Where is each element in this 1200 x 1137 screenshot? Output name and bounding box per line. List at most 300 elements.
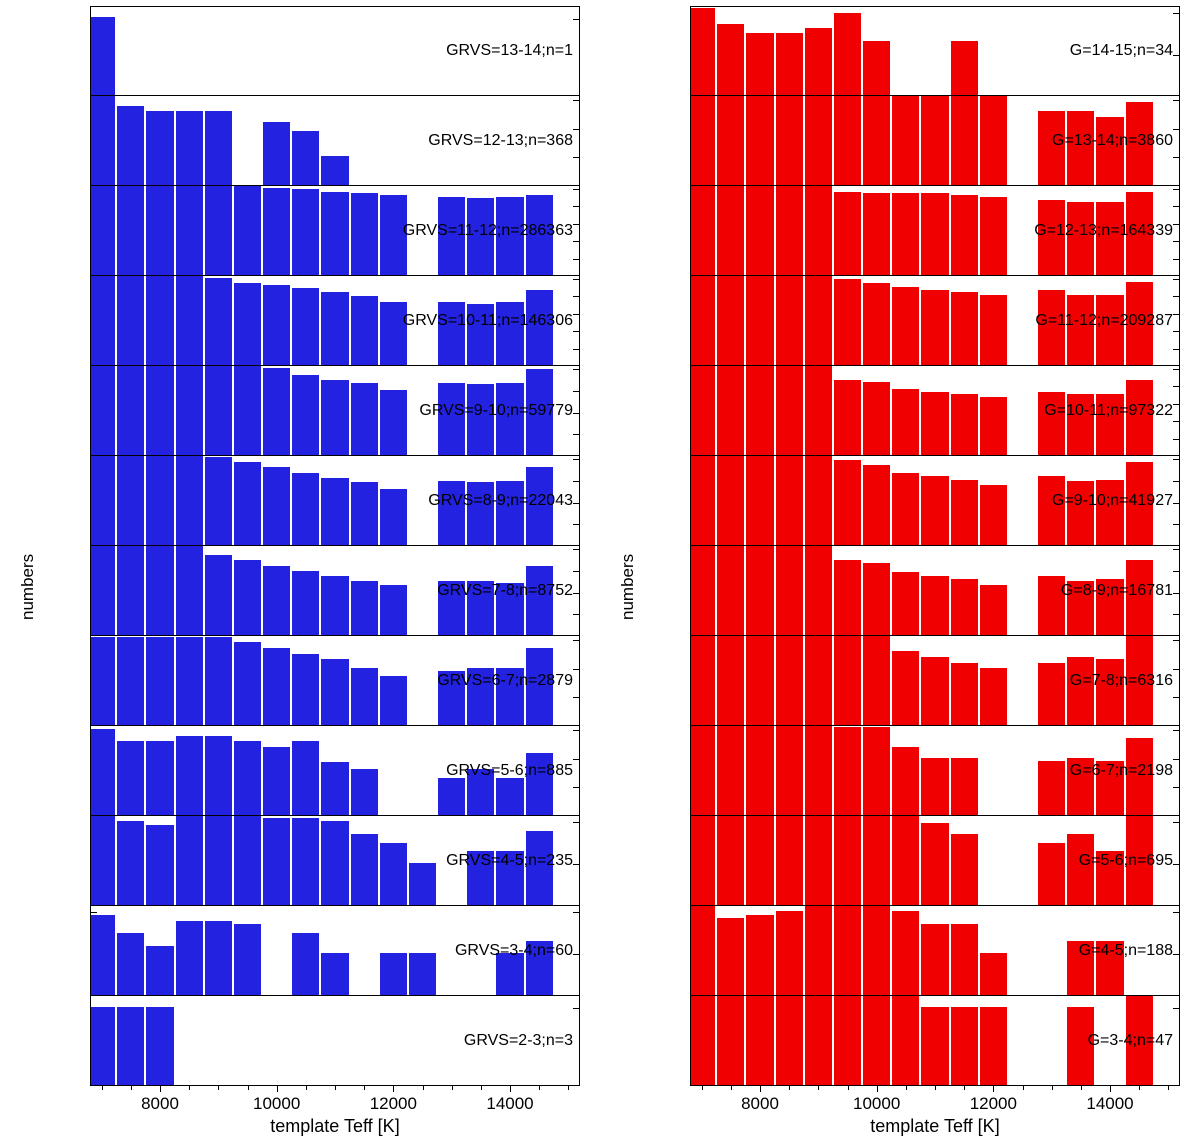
y-tick-mark (573, 954, 579, 955)
histogram-bar (746, 636, 773, 725)
y-tick-mark (573, 189, 579, 190)
histogram-bar (117, 186, 144, 275)
panel-label: GRVS=12-13;n=368 (428, 131, 573, 149)
histogram-bar (1067, 657, 1094, 726)
y-tick-mark (1173, 954, 1179, 955)
y-tick-mark (573, 912, 579, 913)
y-tick-mark (1173, 157, 1179, 158)
histogram-bar (205, 921, 232, 995)
histogram-bar (892, 96, 919, 185)
histogram-bar (146, 111, 173, 185)
histogram-bar (205, 457, 232, 545)
y-tick-mark (1173, 697, 1179, 698)
histogram-bar (980, 585, 1007, 635)
x-minor-tick (218, 1086, 219, 1090)
right-y-axis-label: numbers (618, 553, 637, 620)
histogram-bar (951, 1007, 978, 1085)
histogram-bar (117, 741, 144, 815)
histogram-bar (834, 636, 861, 725)
histogram-bar (951, 195, 978, 275)
histogram-bar (951, 394, 978, 455)
y-tick-mark (1173, 864, 1179, 865)
y-tick-mark (573, 614, 579, 615)
histogram-bar (892, 572, 919, 635)
histogram-bar (690, 636, 715, 725)
histogram-bar (834, 13, 861, 95)
histogram-bar (834, 560, 861, 635)
histogram-bar (90, 276, 115, 365)
histogram-bar (717, 726, 744, 815)
histogram-bar (263, 467, 290, 545)
y-tick-mark (573, 549, 579, 550)
histogram-bar (921, 823, 948, 905)
histogram-bar (776, 816, 803, 905)
x-minor-tick (935, 1086, 936, 1090)
histogram-bar (717, 546, 744, 635)
histogram-bar (951, 41, 978, 95)
x-minor-tick (818, 1086, 819, 1090)
histogram-bar (746, 546, 773, 635)
histogram-bar (951, 480, 978, 545)
histogram-bar (146, 637, 173, 725)
histogram-bar (234, 283, 261, 365)
panel-label: GRVS=10-11;n=146306 (402, 311, 573, 329)
panel-label: G=14-15;n=34 (1069, 42, 1173, 59)
histogram-bar (776, 33, 803, 95)
histogram-bar (263, 368, 290, 455)
histogram-bar (90, 456, 115, 545)
histogram-bar (1067, 295, 1094, 365)
y-tick-mark (573, 279, 579, 280)
panel-label: GRVS=6-7;n=2879 (437, 671, 573, 689)
histogram-bar (717, 186, 744, 275)
y-tick-mark (573, 157, 579, 158)
chart-panel (690, 276, 1180, 366)
chart-panel (90, 546, 580, 636)
histogram-bar (234, 642, 261, 725)
histogram-bar (776, 546, 803, 635)
histogram-bar (234, 366, 261, 455)
histogram-bar (321, 576, 348, 635)
histogram-bar (746, 276, 773, 365)
y-tick-mark (1173, 206, 1179, 207)
histogram-bar (176, 637, 203, 725)
y-tick-mark (1173, 640, 1179, 641)
x-tick-label: 14000 (1086, 1094, 1134, 1113)
histogram-bar (921, 193, 948, 275)
x-minor-tick (789, 1086, 790, 1090)
chart-panel (690, 96, 1180, 186)
y-tick-mark (573, 759, 579, 760)
histogram-bar (234, 462, 261, 545)
chart-panel (90, 186, 580, 276)
histogram-bar (90, 915, 115, 995)
x-tick-label: 12000 (369, 1094, 417, 1113)
histogram-bar (263, 818, 290, 905)
histogram-bar (176, 366, 203, 455)
panel-label: G=6-7;n=2198 (1069, 761, 1173, 779)
histogram-bar (892, 651, 919, 725)
histogram-bar (263, 285, 290, 365)
y-tick-mark (1173, 224, 1179, 225)
histogram-bar (834, 380, 861, 455)
histogram-bar (776, 456, 803, 545)
histogram-bar (834, 996, 861, 1085)
histogram-bar (805, 366, 832, 455)
histogram-bar (176, 816, 203, 905)
x-minor-tick (568, 1086, 569, 1090)
histogram-bar (805, 276, 832, 365)
panel-label: GRVS=7-8;n=8752 (437, 581, 573, 599)
histogram-bar (292, 189, 319, 275)
y-tick-mark (573, 822, 579, 823)
y-tick-mark (573, 571, 579, 572)
histogram-bar (980, 96, 1007, 185)
histogram-bar (834, 906, 861, 995)
y-tick-mark (573, 697, 579, 698)
histogram-bar (690, 996, 715, 1085)
y-tick-mark (1173, 331, 1179, 332)
histogram-bar (321, 659, 348, 725)
chart-panel (90, 996, 580, 1086)
histogram-bar (805, 96, 832, 185)
histogram-bar (863, 96, 890, 185)
histogram-bar (351, 383, 378, 455)
histogram-bar (805, 28, 832, 95)
histogram-bar (176, 276, 203, 365)
x-minor-tick (510, 1086, 511, 1090)
histogram-bar (690, 726, 715, 815)
histogram-bar (321, 292, 348, 365)
histogram-bar (1096, 117, 1123, 186)
chart-panel (690, 546, 1180, 636)
histogram-bar (834, 816, 861, 905)
panel-label: G=11-12;n=209287 (1035, 311, 1173, 329)
histogram-bar (90, 816, 115, 905)
chart-panel (90, 906, 580, 996)
x-tick-label: 10000 (253, 1094, 301, 1113)
histogram-bar (921, 576, 948, 635)
y-tick-mark (573, 864, 579, 865)
y-tick-mark (1173, 279, 1179, 280)
x-minor-tick (1081, 1086, 1082, 1090)
y-tick-mark (573, 434, 579, 435)
histogram-bar (951, 924, 978, 995)
histogram-bar (117, 456, 144, 545)
histogram-bar (292, 741, 319, 815)
histogram-bar (90, 366, 115, 455)
histogram-bar (467, 384, 494, 455)
panel-label: GRVS=4-5;n=235 (446, 851, 573, 869)
histogram-bar (146, 946, 173, 995)
x-minor-tick (306, 1086, 307, 1090)
histogram-bar (205, 555, 232, 635)
histogram-bar (292, 933, 319, 995)
x-minor-tick (760, 1086, 761, 1090)
histogram-bar (776, 366, 803, 455)
histogram-bar (951, 292, 978, 365)
x-minor-tick (131, 1086, 132, 1090)
histogram-bar (805, 996, 832, 1085)
histogram-bar (321, 953, 348, 995)
histogram-bar (717, 816, 744, 905)
histogram-bar (321, 821, 348, 905)
panel-label: GRVS=13-14;n=1 (446, 42, 573, 59)
y-tick-mark (1173, 314, 1179, 315)
histogram-bar (351, 482, 378, 545)
histogram-bar (863, 382, 890, 455)
histogram-bar (805, 636, 832, 725)
histogram-bar (176, 546, 203, 635)
x-minor-tick (102, 1086, 103, 1090)
histogram-bar (90, 17, 115, 95)
y-tick-mark (573, 349, 579, 350)
histogram-bar (380, 489, 407, 545)
chart-panel (90, 816, 580, 906)
histogram-bar (892, 287, 919, 365)
histogram-bar (117, 106, 144, 185)
x-tick-label: 14000 (486, 1094, 534, 1113)
histogram-bar (380, 953, 407, 995)
y-tick-mark (1173, 369, 1179, 370)
histogram-bar (690, 816, 715, 905)
histogram-bar (292, 375, 319, 455)
histogram-bar (351, 581, 378, 635)
histogram-bar (980, 485, 1007, 545)
left-x-axis (90, 1086, 580, 1136)
histogram-bar (146, 276, 173, 365)
chart-panel (90, 6, 580, 96)
histogram-bar (1038, 476, 1065, 545)
y-tick-mark (1173, 259, 1179, 260)
chart-panel (690, 6, 1180, 96)
y-tick-mark (573, 314, 579, 315)
y-tick-mark (1173, 421, 1179, 422)
histogram-bar (717, 996, 744, 1085)
histogram-bar (1096, 659, 1123, 725)
histogram-bar (351, 769, 378, 815)
histogram-bar (834, 279, 861, 365)
histogram-bar (717, 636, 744, 725)
y-tick-mark (1173, 503, 1179, 504)
histogram-bar (805, 456, 832, 545)
histogram-bar (951, 663, 978, 725)
histogram-bar (863, 816, 890, 905)
histogram-bar (805, 186, 832, 275)
histogram-bar (117, 637, 144, 725)
histogram-bar (146, 1007, 173, 1085)
histogram-bar (117, 1007, 144, 1085)
histogram-bar (176, 186, 203, 275)
histogram-bar (776, 636, 803, 725)
panel-label: GRVS=11-12;n=286363 (402, 221, 573, 239)
histogram-bar (176, 736, 203, 815)
histogram-bar (717, 276, 744, 365)
y-tick-mark (573, 669, 579, 670)
y-tick-mark (573, 296, 579, 297)
chart-panel (90, 96, 580, 186)
y-tick-mark (1173, 787, 1179, 788)
histogram-bar (863, 727, 890, 815)
chart-panel (690, 456, 1180, 546)
chart-panel (90, 456, 580, 546)
histogram-bar (717, 24, 744, 95)
histogram-bar (146, 546, 173, 635)
right-x-axis (690, 1086, 1180, 1136)
histogram-bar (746, 816, 773, 905)
x-minor-tick (877, 1086, 878, 1090)
histogram-bar (380, 843, 407, 905)
histogram-bar (205, 366, 232, 455)
histogram-bar (805, 726, 832, 815)
histogram-bar (351, 193, 378, 275)
histogram-bar (921, 476, 948, 545)
x-minor-tick (993, 1086, 994, 1090)
x-minor-tick (1168, 1086, 1169, 1090)
histogram-bar (776, 276, 803, 365)
histogram-bar (234, 924, 261, 995)
histogram-bar (805, 546, 832, 635)
y-tick-mark (1173, 189, 1179, 190)
left-x-axis-title: template Teff [K] (270, 1116, 400, 1136)
histogram-bar (205, 637, 232, 725)
chart-panel (690, 366, 1180, 456)
x-minor-tick (1052, 1086, 1053, 1090)
histogram-bar (263, 122, 290, 185)
histogram-bar (863, 283, 890, 365)
histogram-bar (690, 96, 715, 185)
histogram-bar (234, 741, 261, 815)
histogram-bar (834, 192, 861, 276)
y-tick-mark (1173, 669, 1179, 670)
histogram-bar (90, 546, 115, 635)
histogram-bar (980, 197, 1007, 275)
y-tick-mark (1173, 100, 1179, 101)
histogram-bar (892, 747, 919, 816)
chart-panel (690, 726, 1180, 816)
histogram-bar (90, 729, 115, 815)
y-tick-mark (1173, 1008, 1179, 1009)
x-minor-tick (731, 1086, 732, 1090)
histogram-bar (90, 186, 115, 275)
y-tick-mark (1173, 13, 1179, 14)
histogram-bar (690, 276, 715, 365)
y-tick-mark (573, 369, 579, 370)
histogram-bar (892, 911, 919, 995)
x-minor-tick (1139, 1086, 1140, 1090)
panel-label: G=8-9;n=16781 (1060, 581, 1173, 599)
histogram-bar (117, 276, 144, 365)
y-tick-mark (1173, 439, 1179, 440)
y-tick-mark (573, 524, 579, 525)
histogram-bar (526, 566, 553, 635)
histogram-bar (921, 290, 948, 365)
x-tick-label: 8000 (741, 1094, 779, 1113)
y-tick-mark (573, 640, 579, 641)
histogram-bar (746, 456, 773, 545)
histogram-bar (292, 818, 319, 905)
histogram-bar (746, 96, 773, 185)
right-chart (600, 0, 1200, 1136)
panel-label: G=10-11;n=97322 (1044, 401, 1173, 419)
histogram-bar (176, 921, 203, 995)
histogram-bar (980, 295, 1007, 365)
x-minor-tick (481, 1086, 482, 1090)
y-tick-mark (1173, 549, 1179, 550)
y-tick-mark (573, 259, 579, 260)
histogram-bar (496, 778, 523, 815)
y-tick-mark (1173, 822, 1179, 823)
histogram-bar (776, 911, 803, 995)
y-tick-mark (573, 787, 579, 788)
histogram-bar (690, 186, 715, 275)
histogram-bar (1038, 761, 1065, 815)
y-tick-mark (1173, 241, 1179, 242)
histogram-bar (234, 186, 261, 275)
x-minor-tick (160, 1086, 161, 1090)
chart-panel (90, 276, 580, 366)
x-minor-tick (1110, 1086, 1111, 1090)
histogram-bar (176, 456, 203, 545)
histogram-bar (690, 366, 715, 455)
histogram-bar (980, 397, 1007, 455)
histogram-bar (1096, 295, 1123, 365)
histogram-bar (90, 1007, 115, 1085)
histogram-bar (321, 156, 348, 185)
histogram-bar (863, 996, 890, 1085)
x-minor-tick (248, 1086, 249, 1090)
y-tick-mark (573, 413, 579, 414)
histogram-bar (263, 188, 290, 275)
y-tick-mark (573, 391, 579, 392)
histogram-bar (351, 296, 378, 365)
panel-label: G=5-6;n=695 (1078, 851, 1173, 869)
panel-label: GRVS=5-6;n=885 (446, 761, 573, 779)
y-tick-mark (1173, 386, 1179, 387)
y-tick-mark (1173, 614, 1179, 615)
histogram-bar (746, 33, 773, 95)
histogram-bar (863, 465, 890, 545)
histogram-bar (90, 637, 115, 725)
right-panel-stack (690, 6, 1180, 1086)
histogram-bar (380, 676, 407, 725)
histogram-bar (717, 366, 744, 455)
histogram-bar (951, 834, 978, 905)
chart-panel (690, 636, 1180, 726)
y-tick-mark (1173, 459, 1179, 460)
histogram-bar (892, 816, 919, 905)
histogram-bar (205, 816, 232, 905)
chart-panel (90, 726, 580, 816)
left-chart (0, 0, 600, 1136)
histogram-bar (717, 456, 744, 545)
histogram-bar (951, 758, 978, 815)
histogram-bar (117, 366, 144, 455)
y-tick-mark (573, 1008, 579, 1009)
histogram-bar (292, 131, 319, 185)
histogram-bar (834, 460, 861, 545)
histogram-bar (205, 736, 232, 815)
y-tick-mark (1173, 912, 1179, 913)
histogram-bar (234, 560, 261, 635)
y-tick-mark (1173, 296, 1179, 297)
histogram-bar (951, 96, 978, 185)
x-minor-tick (964, 1086, 965, 1090)
y-tick-mark (573, 503, 579, 504)
histogram-bar (205, 278, 232, 365)
chart-panel (690, 996, 1180, 1086)
histogram-bar (351, 834, 378, 905)
